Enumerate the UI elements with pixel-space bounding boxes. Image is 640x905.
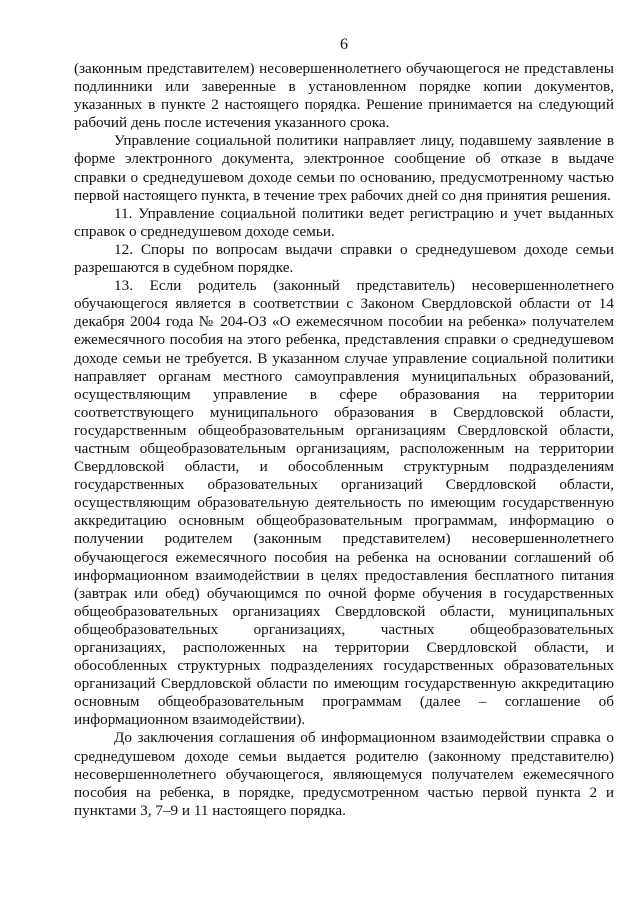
paragraph-refusal-notice: Управление социальной политики направляет лицу, подавшему заявление в форме электронного документа, электронное сообщение об отказе в выдаче справки о среднедушевом доходе семьи по основанию, предусмотренному частью первой настоящего пункта, в течение трех рабочих дней со дня принятия решения. — [74, 132, 614, 204]
paragraph-item-13: 13. Если родитель (законный представитель) несовершеннолетнего обучающегося является в соответствии с Законом Свердловской области от 14 декабря 2004 года № 204-ОЗ «О ежемесячном пособии на ребенка» получателем ежемесячного пособия на этого ребенка, представления справки о среднедушевом доходе семьи не требуется. В указанном случае управление социальной политики направляет органам местного самоуправления муниципальных образований, осуществляющим управление в сфере образования на территории соответствующего муниципального образования в Свердловской области, государственным общеобразовательным организациям Свердловской области, частным общеобразовательным организациям, расположенным на территории Свердловской области, и обособленным структурным подразделениям государственных образовательных организаций Свердловской области, осуществляющим образовательную деятельность по имеющим государственную аккредитацию основным общеобразовательным программам, информацию о получении родителем (законным представителем) несовершеннолетнего обучающегося ежемесячного пособия на ребенка на основании соглашений об информационном взаимодействии в целях предоставления бесплатного питания (завтрак или обед) обучающимся по очной форме обучения в государственных общеобразовательных организациях Свердловской области, муниципальных общеобразовательных организациях, частных общеобразовательных организациях, расположенных на территории Свердловской области, и обособленных структурных подразделениях государственных образовательных организаций Свердловской области по имеющим государственную аккредитацию основным общеобразовательным программам (далее – соглашение об информационном взаимодействии). — [74, 277, 614, 729]
paragraph-continuation: (законным представителем) несовершеннолетнего обучающегося не представлены подлинники или заверенные в установленном порядке копии документов, указанных в пункте 2 настоящего порядка. Решение принимается на следующий рабочий день после истечения указанного срока. — [74, 60, 614, 132]
page-number: 6 — [340, 36, 348, 53]
document-body — [74, 60, 614, 820]
paragraph-item-12: 12. Споры по вопросам выдачи справки о среднедушевом доходе семьи разрешаются в судебном порядке. — [74, 240, 614, 277]
paragraph-before-agreement: До заключения соглашения об информационном взаимодействии справка о среднедушевом доходе семьи выдается родителю (законному представителю) несовершеннолетнего обучающегося, являющемуся получателем ежемесячного пособия на ребенка, в порядке, предусмотренном частью первой пункта 2 и пунктами 3, 7–9 и 11 настоящего порядка. — [74, 729, 614, 819]
paragraph-item-11: 11. Управление социальной политики ведет регистрацию и учет выданных справок о среднедушевом доходе семьи. — [74, 204, 614, 240]
